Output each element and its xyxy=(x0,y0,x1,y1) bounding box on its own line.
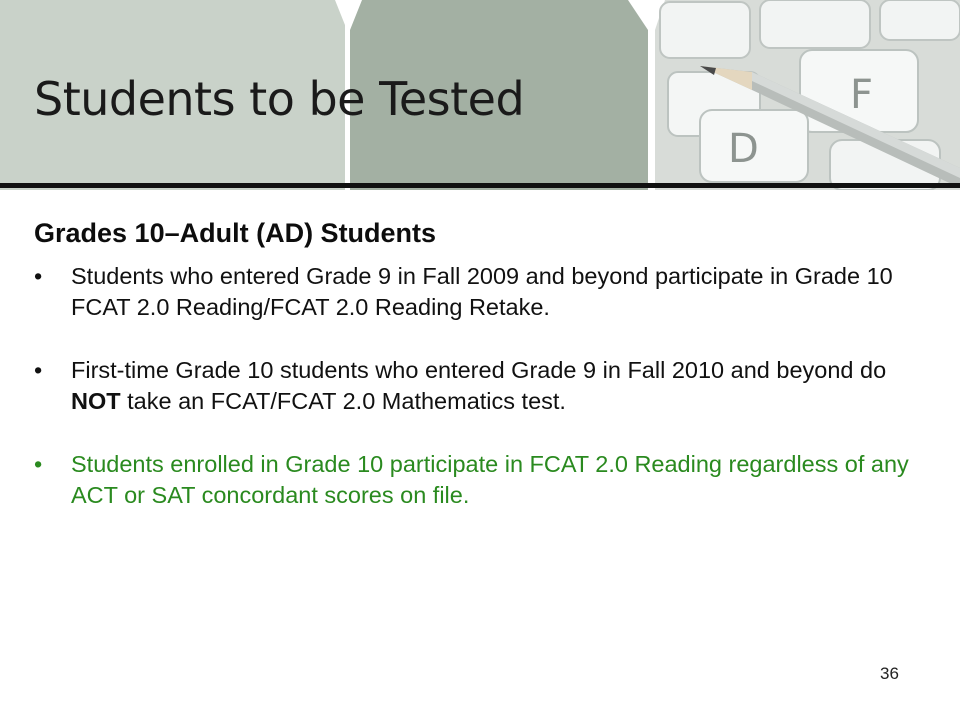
keyboard-key xyxy=(880,0,960,40)
bullet-dot: • xyxy=(34,451,43,477)
bullet-item xyxy=(34,355,914,417)
keyboard-key xyxy=(660,2,750,58)
bullet-dot: • xyxy=(34,357,43,383)
bullet-text-after: take an FCAT/FCAT 2.0 Mathematics test. xyxy=(120,388,566,414)
key-label-f: F xyxy=(850,72,874,118)
keyboard-key xyxy=(760,0,870,48)
header-rule xyxy=(0,183,960,188)
bullet-item-highlight xyxy=(34,449,914,511)
slide-title: Students to be Tested xyxy=(34,72,525,126)
bullet-text-before: First-time Grade 10 students who entered Grade 9 in Fall 2010 and beyond do xyxy=(71,357,887,383)
key-label-d: D xyxy=(728,126,759,172)
slide-subtitle: Grades 10–Adult (AD) Students xyxy=(34,218,437,248)
bullet-text: Students enrolled in Grade 10 participate in FCAT 2.0 Reading regardless of any ACT or SAT concordant scores on file. xyxy=(71,451,909,508)
keyboard-photo xyxy=(655,0,960,190)
bullet-text: Students who entered Grade 9 in Fall 2009 and beyond participate in Grade 10 FCAT 2.0 Reading/FCAT 2.0 Reading Retake. xyxy=(71,263,893,320)
slide-header xyxy=(0,0,960,190)
page-number: 36 xyxy=(880,664,899,683)
bullet-item xyxy=(34,261,914,323)
slide-body xyxy=(34,218,914,543)
bullet-dot: • xyxy=(34,263,43,289)
bullet-emphasis: NOT xyxy=(71,388,121,414)
bullet-list xyxy=(34,261,914,511)
